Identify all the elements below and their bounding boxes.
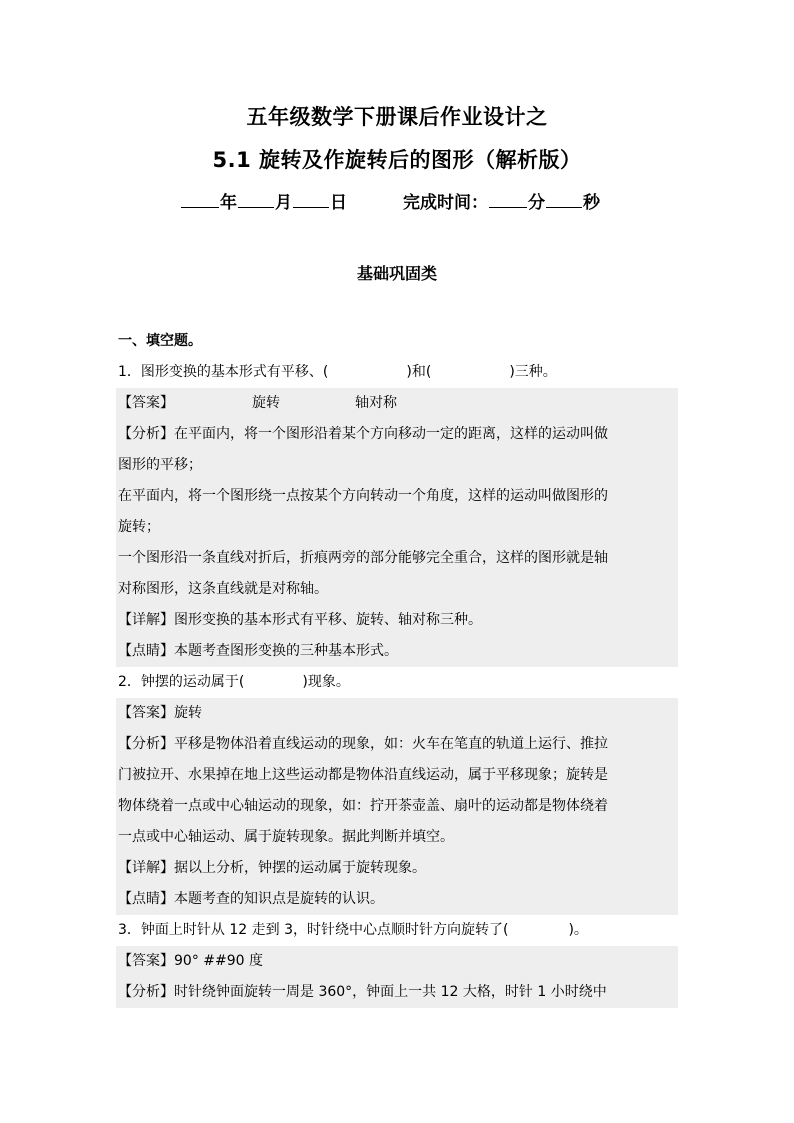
analysis-1-line: 图形的平移；: [116, 450, 678, 481]
question-3-text-b: )。: [568, 922, 588, 938]
doc-title: 五年级数学下册课后作业设计之: [246, 105, 548, 129]
answer-3: 【答案】90° ##90 度: [116, 946, 678, 977]
content-body: [118, 326, 676, 1008]
analysis-1-line: 对称图形，这条直线就是对称轴。: [116, 574, 678, 605]
analysis-1-line: 旋转；: [116, 512, 678, 543]
answer-1-value-1: 旋转: [252, 395, 280, 411]
analysis-1-line: 在平面内，将一个图形绕一点按某个方向转动一个角度，这样的运动叫做图形的: [116, 481, 678, 512]
question-2-text-a: 2．钟摆的运动属于(: [118, 674, 245, 690]
analysis-2-line: 物体绕着一点或中心轴运动的现象，如：拧开茶壶盖、扇叶的运动都是物体绕着: [116, 791, 678, 822]
year-label: 年: [220, 193, 237, 213]
date-line: [180, 188, 600, 213]
comment-2: 【点睛】本题考查的知识点是旋转的认识。: [116, 884, 678, 915]
question-3-text-a: 3．钟面上时针从 12 走到 3，时针绕中心点顺时针方向旋转了(: [118, 922, 509, 938]
question-3: [118, 915, 676, 946]
doc-subtitle: 5.1 旋转及作旋转后的图形（解析版）: [212, 148, 582, 172]
question-1-text-b: )和(: [406, 364, 432, 380]
answer-2: 【答案】旋转: [116, 698, 678, 729]
analysis-1-line: 一个图形沿一条直线对折后，折痕两旁的部分能够完全重合，这样的图形就是轴: [116, 543, 678, 574]
year-blank: [181, 193, 219, 208]
question-1-text-c: )三种。: [509, 364, 557, 380]
answer-tag: 【答案】: [118, 395, 174, 411]
analysis-2-line: 门被拉开、水果掉在地上这些运动都是物体沿直线运动，属于平移现象；旋转是: [116, 760, 678, 791]
day-blank: [293, 193, 329, 208]
detail-2: 【详解】据以上分析，钟摆的运动属于旋转现象。: [116, 853, 678, 884]
answer-1-value-2: 轴对称: [355, 395, 397, 411]
month-blank: [238, 193, 274, 208]
answer-1: [116, 388, 678, 419]
comment-1: 【点睛】本题考查图形变换的三种基本形式。: [116, 636, 678, 667]
minutes-label: 分: [528, 193, 545, 213]
detail-1: 【详解】图形变换的基本形式有平移、旋转、轴对称三种。: [116, 605, 678, 636]
analysis-3-line: 【分析】时针绕钟面旋转一周是 360°，钟面上一共 12 大格，时针 1 小时绕中: [116, 977, 678, 1008]
question-2-text-b: )现象。: [302, 674, 350, 690]
question-1: [118, 357, 676, 388]
question-1-text-a: 1．图形变换的基本形式有平移、(: [118, 364, 329, 380]
minutes-blank: [489, 193, 527, 208]
part-heading: 一、填空题。: [118, 333, 202, 349]
day-label: 日: [330, 193, 347, 213]
analysis-2-line: 【分析】平移是物体沿着直线运动的现象，如：火车在笔直的轨道上运行、推拉: [116, 729, 678, 760]
finish-time-label: 完成时间：: [403, 193, 488, 213]
month-label: 月: [275, 193, 292, 213]
seconds-blank: [546, 193, 582, 208]
question-2: [118, 667, 676, 698]
analysis-2-line: 一点或中心轴运动、属于旋转现象。据此判断并填空。: [116, 822, 678, 853]
section-heading: 基础巩固类: [356, 264, 437, 283]
seconds-label: 秒: [583, 193, 600, 213]
analysis-1-line: 【分析】在平面内，将一个图形沿着某个方向移动一定的距离，这样的运动叫做: [116, 419, 678, 450]
